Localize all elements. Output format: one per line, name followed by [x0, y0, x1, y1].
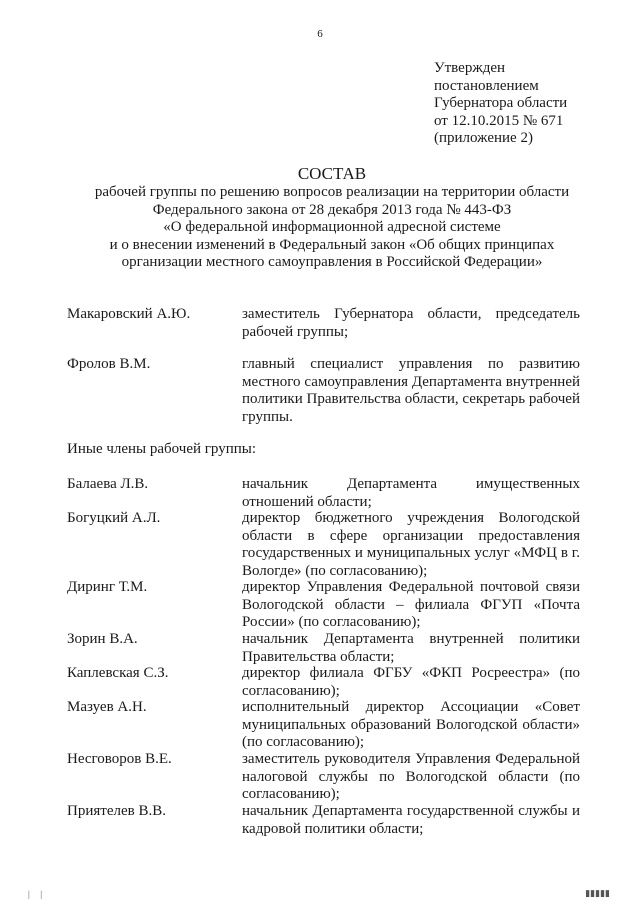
member-name: Приятелев В.В.	[67, 803, 166, 819]
member-role: директор Управления Федеральной почтовой связи Вологодской области – филиала ФГУП «Почта России» (по согласованию);	[242, 579, 580, 630]
member-name: Богуцкий А.Л.	[67, 510, 161, 526]
document-subtitle	[64, 184, 600, 272]
member-role: директор филиала ФГБУ «ФКП Росреестра» (по согласованию);	[242, 665, 580, 699]
document-title: СОСТАВ	[297, 164, 367, 183]
member-name: Макаровский А.Ю.	[67, 306, 191, 322]
subtitle-line: рабочей группы по решению вопросов реализации на территории области	[94, 184, 570, 200]
member-name: Каплевская С.З.	[67, 665, 169, 681]
member-name: Балаева Л.В.	[67, 476, 149, 492]
subtitle-line: и о внесении изменений в Федеральный закон «Об общих принципах	[109, 236, 555, 253]
document-heading	[64, 164, 600, 272]
subtitle-line: «О федеральной информационной адресной системе	[163, 219, 501, 236]
member-role: начальник Департамента государственной службы и кадровой политики области;	[242, 803, 580, 837]
approval-line: Губернатора области	[434, 95, 568, 112]
approval-line: Утвержден	[434, 60, 506, 76]
member-name: Зорин В.А.	[67, 631, 138, 647]
member-role: начальник Департамента внутренней политики Правительства области;	[242, 631, 580, 665]
member-name: Несговоров В.Е.	[67, 751, 172, 767]
member-name: Мазуев А.Н.	[67, 699, 147, 715]
scan-marks-left: | |	[28, 889, 45, 899]
other-members-heading: Иные члены рабочей группы:	[67, 441, 257, 457]
subtitle-line: организации местного самоуправления в Российской Федерации»	[121, 254, 543, 271]
page-number: 6	[317, 28, 323, 40]
member-role: заместитель Губернатора области, председатель рабочей группы;	[242, 306, 580, 340]
member-role: заместитель руководителя Управления Федеральной налоговой службы по Вологодской области (по согласованию);	[242, 751, 580, 802]
subtitle-line: Федерального закона от 28 декабря 2013 года № 443-ФЗ	[152, 201, 512, 218]
member-role: исполнительный директор Ассоциации «Совет муниципальных образований Вологодской области» (по согласованию);	[242, 699, 580, 750]
scan-marks-right: ▮▮▮▮▮	[585, 888, 610, 898]
approval-line: постановлением	[434, 77, 539, 94]
member-role: главный специалист управления по развитию местного самоуправления Департамента внутренней политики Правительства области, секретарь рабочей группы.	[242, 356, 580, 425]
member-name: Диринг Т.М.	[67, 579, 148, 595]
approval-line: (приложение 2)	[434, 130, 533, 147]
member-name: Фролов В.М.	[67, 356, 151, 372]
approval-stamp	[434, 60, 567, 148]
approval-line: от 12.10.2015 № 671	[434, 112, 564, 129]
member-role: директор бюджетного учреждения Вологодской области в сфере организации предоставления государственных и муниципальных услуг «МФЦ в г. Вологде» (по согласованию);	[242, 510, 580, 579]
member-role: начальник Департамента имущественных отношений области;	[242, 476, 580, 510]
